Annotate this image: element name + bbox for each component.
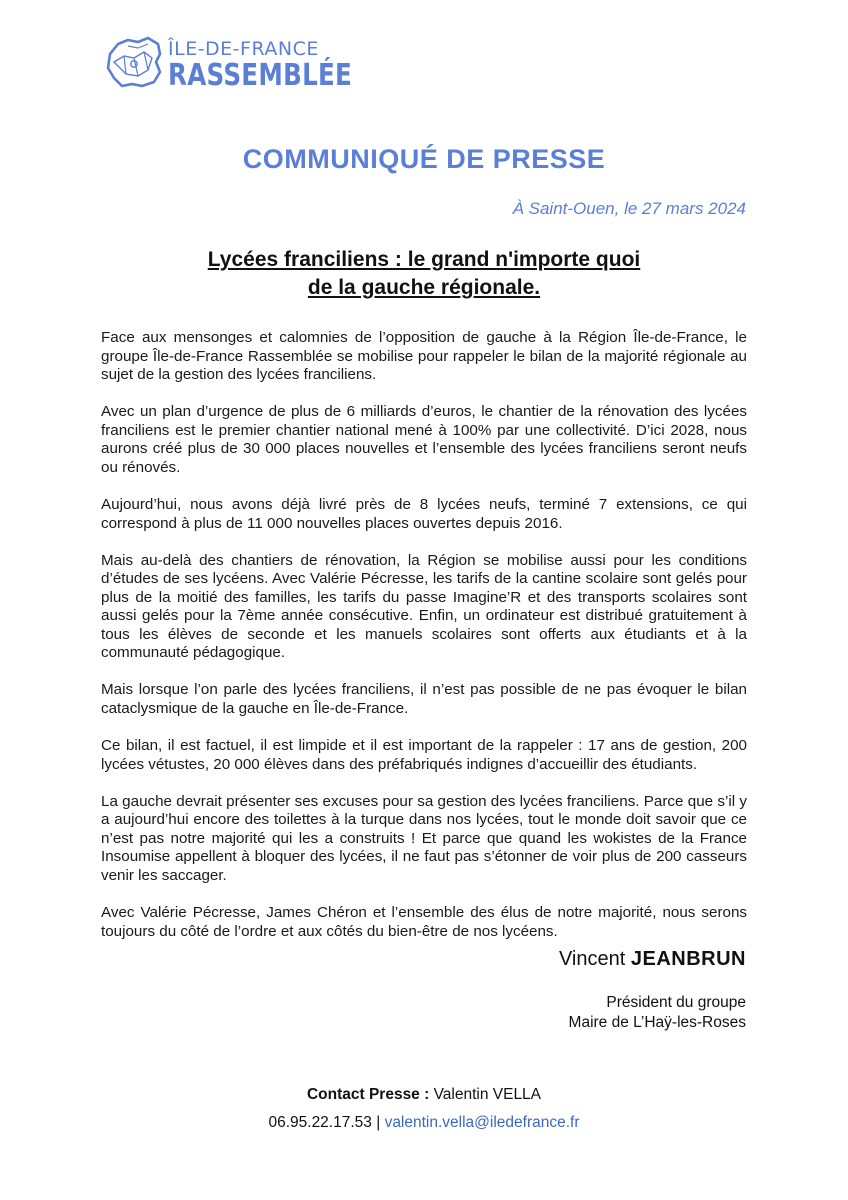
title-line1: Lycées franciliens : le grand n'importe quoi [207, 248, 641, 271]
contact-separator: | [376, 1114, 381, 1131]
paragraph: Avec Valérie Pécresse, James Chéron et l’ensemble des élus de notre majorité, nous serons toujours du côté de l’ordre et aux côtés du bien-être de nos lycéens. [101, 903, 747, 940]
signatory-first-name: Vincent [558, 948, 626, 970]
logo-line1: ÎLE-DE-FRANCE [168, 38, 319, 60]
press-contact [0, 1086, 848, 1132]
paragraph: Mais lorsque l’on parle des lycées franciliens, il n’est pas possible de ne pas évoquer le bilan cataclysmique de la gauche en Île-de-France. [101, 681, 747, 718]
contact-email-link[interactable]: valentin.vella@iledefrance.fr [384, 1114, 580, 1131]
contact-phone: 06.95.22.17.53 [268, 1114, 372, 1131]
page-headline: COMMUNIQUÉ DE PRESSE [242, 144, 606, 174]
logo [104, 36, 374, 96]
title-line2: de la gauche régionale. [307, 276, 541, 299]
paragraph: La gauche devrait présenter ses excuses pour sa gestion des lycées franciliens. Parce que s’il y a aujourd’hui encore des toilettes à la turque dans nos lycées, tout le monde doit savoir que ce n’est pas notre majorité qui les a construits ! Et parce que quand les wokistes de la France Insoumise appellent à bloquer des lycées, il ne faut pas s’étonner de voir plus de 200 casseurs venir les saccager. [101, 792, 747, 884]
article-body [101, 329, 747, 960]
dateline: À Saint-Ouen, le 27 mars 2024 [512, 199, 746, 218]
signatory-role: Président du groupe [606, 994, 746, 1011]
signatory-last-name: JEANBRUN [630, 948, 746, 970]
paragraph: Face aux mensonges et calomnies de l’opposition de gauche à la Région Île-de-France, le groupe Île-de-France Rassemblée se mobilise pour rappeler le bilan de la majorité régionale au sujet de la gestion des lycées franciliens. [101, 329, 747, 384]
paragraph: Ce bilan, il est factuel, il est limpide et il est important de la rappeler : 17 ans de gestion, 200 lycées vétustes, 20 000 élèves dans des préfabriqués indignes d’accueillir des étudiants. [101, 737, 747, 773]
signatory-role: Maire de L’Haÿ-les-Roses [568, 1014, 746, 1031]
signatory-roles [559, 993, 746, 1033]
signatory-name [559, 948, 746, 971]
paragraph: Avec un plan d’urgence de plus de 6 milliards d’euros, le chantier de la rénovation des lycées franciliens est le premier chantier national mené à 100% par une collectivité. D’ici 2028, nous aurons créé plus de 30 000 places nouvelles et l’ensemble des lycées franciliens seront neufs ou rénovés. [101, 403, 747, 476]
contact-line [0, 1086, 848, 1104]
paragraph: Mais au-delà des chantiers de rénovation, la Région se mobilise aussi pour les conditions d’études de ses lycéens. Avec Valérie Pécresse, les tarifs de la cantine scolaire sont gelés pour plus de la moitié des familles, les tarifs du passe Imagine’R et des transports scolaires sont aussi gelés pour la 7ème année consécutive. Enfin, un ordinateur est distribué gratuitement à tous les élèves de seconde et les manuels scolaires sont offerts aux étudiants et à la communauté pédagogique. [101, 551, 747, 662]
logo-line2: RASSEMBLÉE [168, 58, 353, 93]
article-title [0, 246, 848, 302]
signature-block [559, 948, 746, 1033]
contact-label: Contact Presse : [306, 1086, 430, 1103]
contact-details [0, 1114, 848, 1132]
ile-de-france-map-icon [104, 36, 168, 90]
contact-name: Valentin VELLA [433, 1086, 542, 1103]
paragraph: Aujourd’hui, nous avons déjà livré près de 8 lycées neufs, terminé 7 extensions, ce qui correspond à plus de 11 000 nouvelles places ouvertes depuis 2016. [101, 495, 747, 532]
